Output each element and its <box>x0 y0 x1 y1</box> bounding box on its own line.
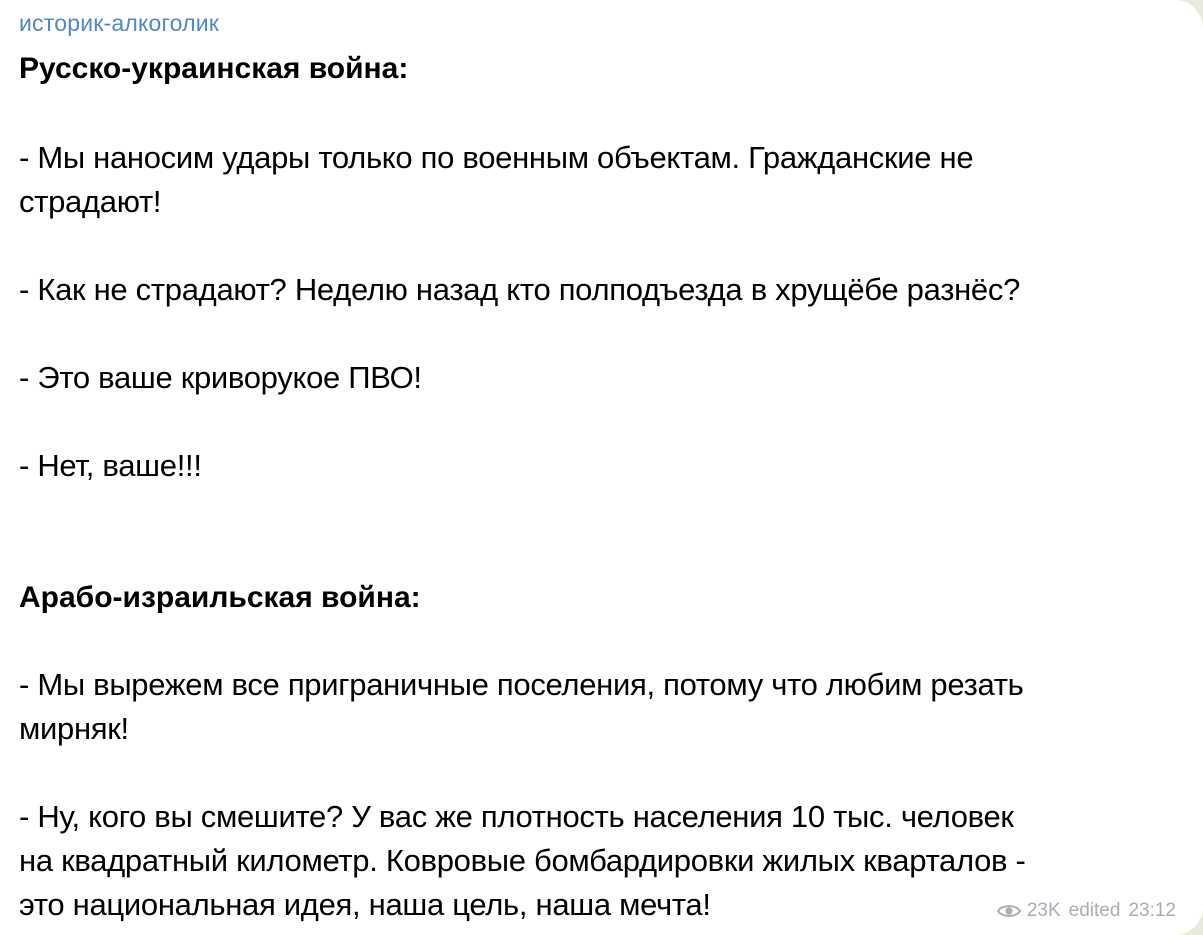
section2-heading: Арабо-израильская война: <box>19 581 421 614</box>
section1-line: - Нет, ваше!!! <box>19 448 202 483</box>
section2-line: - Ну, кого вы смешите? У вас же плотность населения 10 тыс. человек <box>19 799 1014 834</box>
section2-line: на квадратный километр. Ковровые бомбардировки жилых кварталов - <box>19 843 1026 878</box>
message-time: 23:12 <box>1128 900 1176 921</box>
section1-line: страдают! <box>19 184 162 219</box>
section1-line: - Это ваше криворукое ПВО! <box>19 360 422 395</box>
section2-line: это национальная идея, наша цель, наша мечта! <box>19 887 711 922</box>
section2-line: мирняк! <box>19 711 129 746</box>
eye-icon <box>997 903 1021 919</box>
message-meta <box>997 900 1176 922</box>
views-count: 23K <box>1026 900 1061 921</box>
edited-label: edited <box>1068 900 1121 921</box>
channel-author-name[interactable]: историк-алкоголик <box>19 10 220 36</box>
section2-line: - Мы вырежем все приграничные поселения, потому что любим резать <box>19 667 1024 702</box>
section1-line: - Мы наносим удары только по военным объектам. Гражданские не <box>19 140 974 175</box>
section1-line: - Как не страдают? Неделю назад кто полподъезда в хрущёбе разнёс? <box>19 272 1021 307</box>
section1-heading: Русско-украинская война: <box>19 52 409 85</box>
